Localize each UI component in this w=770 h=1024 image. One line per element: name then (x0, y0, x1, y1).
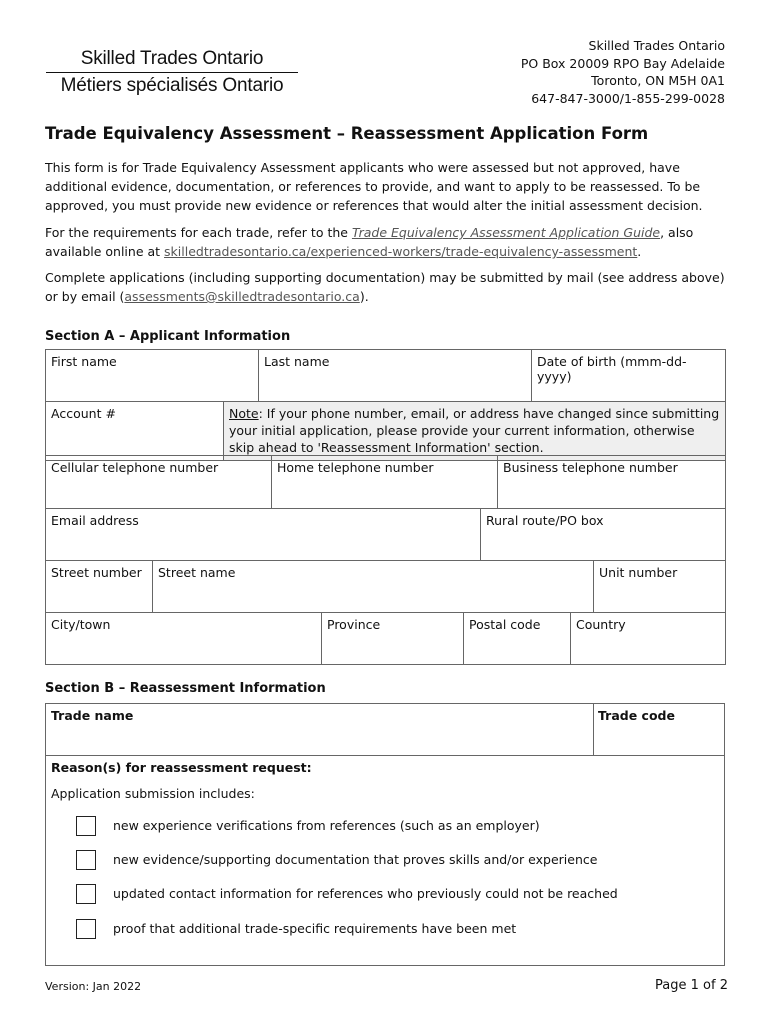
province-field[interactable]: Province (322, 613, 464, 665)
checkbox-updated-contact-info[interactable] (76, 884, 96, 904)
trade-code-divider (593, 704, 594, 755)
logo (46, 48, 298, 97)
address-line-1: Skilled Trades Ontario (588, 38, 725, 53)
version-label: Version: Jan 2022 (45, 980, 142, 993)
logo-english: Skilled Trades Ontario (46, 48, 298, 73)
guide-link[interactable]: Trade Equivalency Assessment Application Guide (351, 225, 661, 240)
date-of-birth-field[interactable]: Date of birth (mmm-dd-yyyy) (532, 350, 726, 402)
rural-route-field[interactable]: Rural route/PO box (481, 509, 726, 561)
checkbox-supporting-documentation[interactable] (76, 850, 96, 870)
url-link[interactable]: skilledtradesontario.ca/experienced-workers/trade-equivalency-assessment (164, 244, 638, 259)
submission-prefix: Complete applications (including supporting documentation) may be submitted by mail (see address above) or by email ( (45, 270, 725, 304)
requirements-middle: , also available online at (45, 225, 694, 259)
note-label: Note (229, 406, 259, 421)
section-a-table-row6 (45, 612, 726, 665)
note-text: : If your phone number, email, or address have changed since submitting your initial application, please provide your current information, otherwise skip ahead to 'Reassessment Information' section. (229, 406, 720, 455)
page-number: Page 1 of 2 (655, 978, 728, 993)
section-a-heading: Section A – Applicant Information (45, 329, 291, 344)
last-name-field[interactable]: Last name (259, 350, 532, 402)
logo-french: Métiers spécialisés Ontario (60, 75, 284, 96)
form-title: Trade Equivalency Assessment – Reassessment Application Form (45, 124, 649, 143)
option-label: new evidence/supporting documentation that proves skills and/or experience (113, 852, 598, 867)
country-field[interactable]: Country (571, 613, 726, 665)
business-phone-field[interactable]: Business telephone number (498, 456, 726, 509)
mailing-address (521, 37, 725, 107)
section-a-table-row2 (45, 401, 726, 461)
account-number-field[interactable]: Account # (46, 402, 224, 461)
submission-paragraph (45, 268, 730, 306)
reasons-label: Reason(s) for reassessment request: (51, 760, 312, 775)
intro-paragraph: This form is for Trade Equivalency Assessment applicants who were assessed but not approved, have additional evidence, documentation, or references to provide, and want to apply to be reassessed. To be approved, you must provide new evidence or references that would alter the initial assessment decision. (45, 160, 703, 213)
trade-code-label[interactable]: Trade code (598, 708, 675, 723)
requirements-paragraph (45, 223, 730, 261)
includes-label: Application submission includes: (51, 786, 255, 801)
option-label: proof that additional trade-specific requirements have been met (113, 921, 517, 936)
home-phone-field[interactable]: Home telephone number (272, 456, 498, 509)
trade-name-label[interactable]: Trade name (51, 708, 134, 723)
checkbox-experience-verifications[interactable] (76, 816, 96, 836)
first-name-field[interactable]: First name (46, 350, 259, 402)
section-a-table-row5 (45, 560, 726, 613)
section-b-heading: Section B – Reassessment Information (45, 681, 326, 696)
section-a-table-row4 (45, 508, 726, 561)
street-number-field[interactable]: Street number (46, 561, 153, 613)
address-phone: 647-847-3000/1-855-299-0028 (531, 90, 725, 106)
option-label: new experience verifications from references (such as an employer) (113, 818, 540, 833)
option-label: updated contact information for references who previously could not be reached (113, 886, 618, 901)
email-address-field[interactable]: Email address (46, 509, 481, 561)
unit-number-field[interactable]: Unit number (594, 561, 726, 613)
submission-suffix: ). (359, 289, 369, 304)
cellular-phone-field[interactable]: Cellular telephone number (46, 456, 272, 509)
email-link[interactable]: assessments@skilledtradesontario.ca (124, 289, 360, 304)
address-line-2: PO Box 20009 RPO Bay Adelaide (520, 55, 725, 71)
postal-code-field[interactable]: Postal code (464, 613, 571, 665)
contact-change-note (224, 402, 726, 461)
section-a-table-row3 (45, 455, 726, 509)
requirements-prefix: For the requirements for each trade, refer to the (45, 225, 352, 240)
section-b-box (45, 703, 725, 966)
city-field[interactable]: City/town (46, 613, 322, 665)
checkbox-additional-requirements[interactable] (76, 919, 96, 939)
requirements-suffix: . (637, 244, 642, 259)
address-line-3: Toronto, ON M5H 0A1 (591, 73, 725, 88)
section-a-table-row1 (45, 349, 726, 402)
street-name-field[interactable]: Street name (153, 561, 594, 613)
